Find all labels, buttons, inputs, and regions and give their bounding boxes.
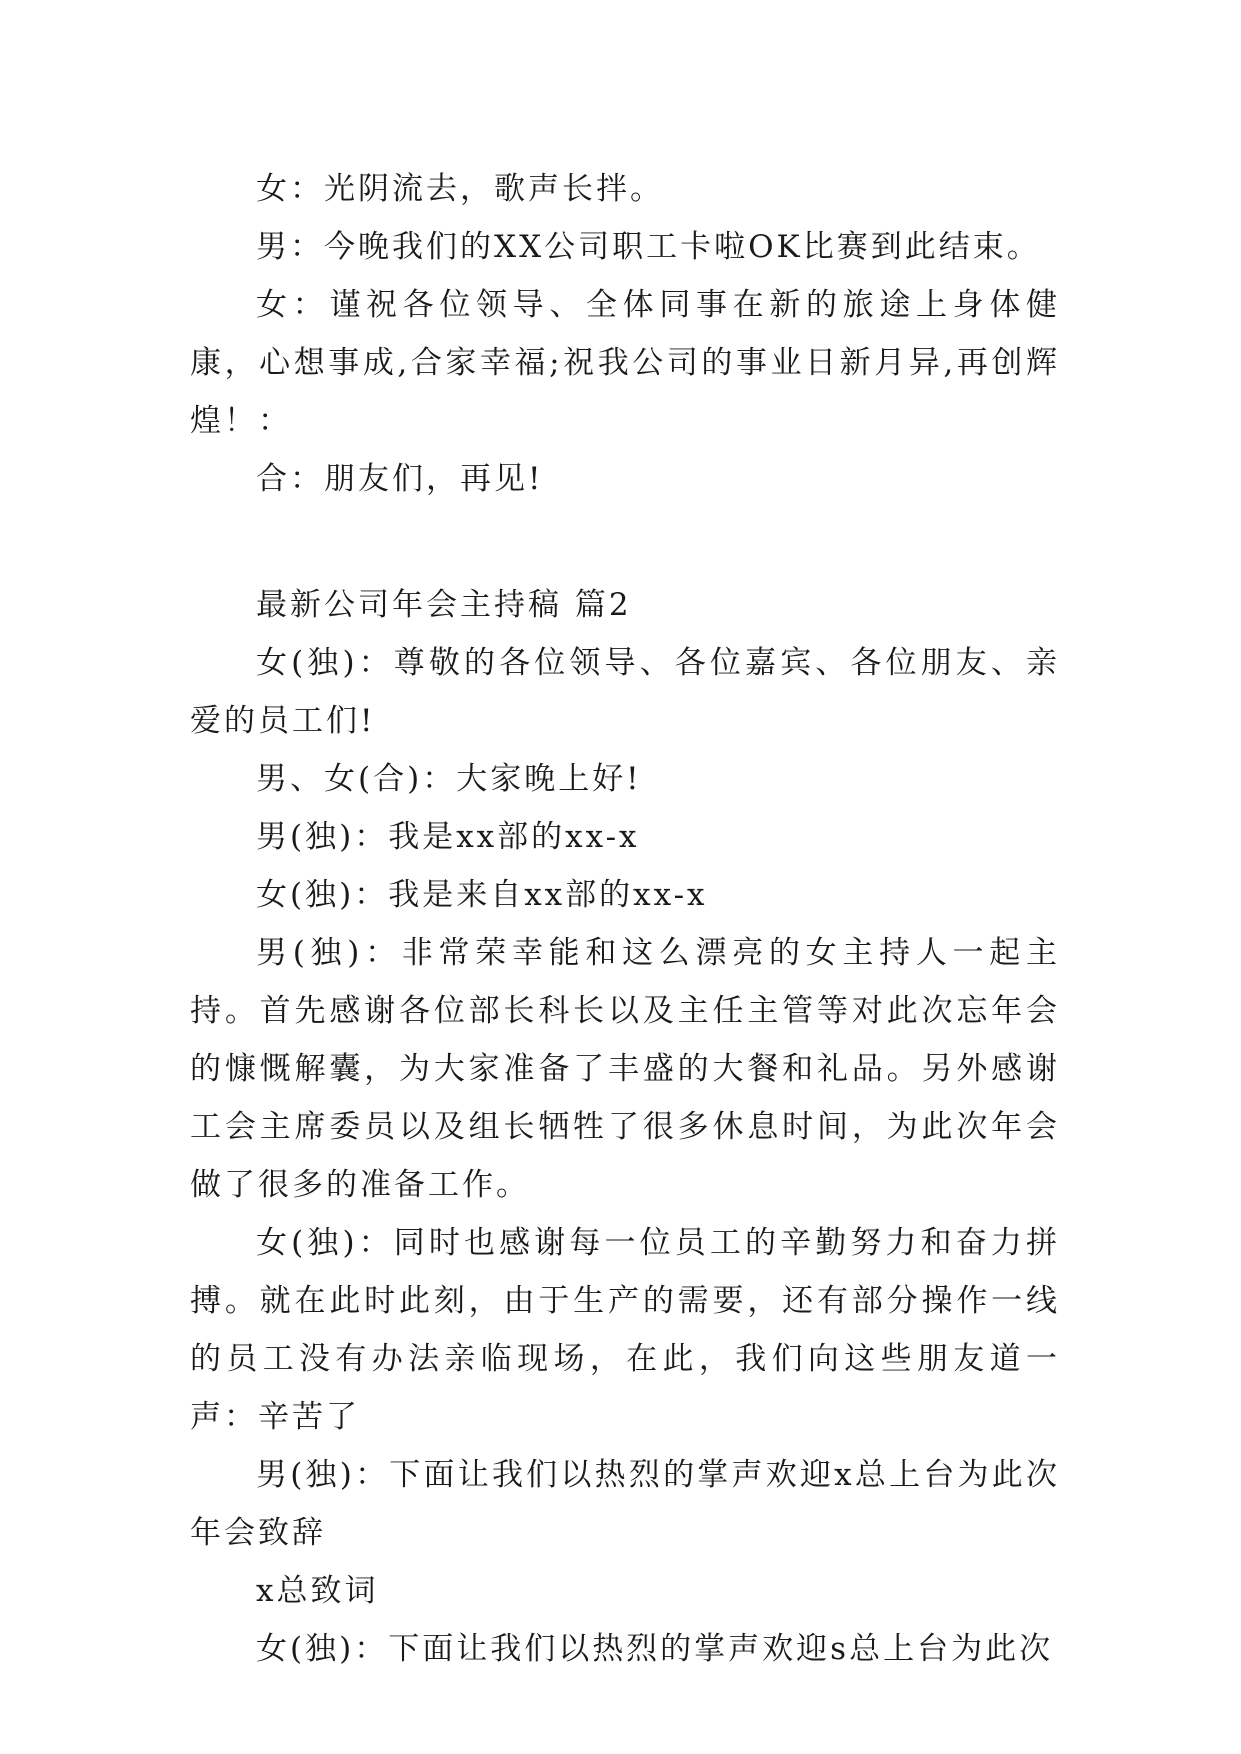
paragraph-female-farewell: 女：光阴流去，歌声长拌。: [256, 171, 664, 207]
section-heading: 最新公司年会主持稿 篇2: [256, 587, 632, 623]
paragraph-female-introduction: 女(独)：我是来自xx部的xx-x: [256, 877, 708, 913]
paragraph-female-greeting: 女(独)：尊敬的各位领导、各位嘉宾、各位朋友、亲爱的员工们!: [190, 645, 1060, 739]
document-body: [190, 160, 1060, 1678]
paragraph-male-thanks: 男(独)：非常荣幸能和这么漂亮的女主持人一起主持。首先感谢各位部长科长以及主任主管等对此次忘年会的慷慨解囊，为大家准备了丰盛的大餐和礼品。另外感谢工会主席委员以及组长牺牲了很多休息时间，为此次年会做了很多的准备工作。: [190, 935, 1060, 1203]
paragraph-together-good-evening: 男、女(合)：大家晚上好!: [256, 761, 642, 797]
paragraph-male-introduction: 男(独)：我是xx部的xx-x: [256, 819, 640, 855]
paragraph-male-closing: 男：今晚我们的XX公司职工卡啦OK比赛到此结束。: [256, 229, 1041, 265]
paragraph-male-welcome-speech: 男(独)：下面让我们以热烈的掌声欢迎x总上台为此次年会致辞: [190, 1457, 1060, 1551]
paragraph-female-blessing: 女：谨祝各位领导、全体同事在新的旅途上身体健康，心想事成,合家幸福;祝我公司的事业日新月异,再创辉煌！：: [190, 287, 1060, 439]
paragraph-together-goodbye: 合：朋友们，再见!: [256, 461, 544, 497]
paragraph-female-thanks: 女(独)：同时也感谢每一位员工的辛勤努力和奋力拼搏。就在此时此刻，由于生产的需要，还有部分操作一线的员工没有办法亲临现场，在此，我们向这些朋友道一声：辛苦了: [190, 1225, 1060, 1435]
paragraph-speech-note: x总致词: [256, 1573, 379, 1609]
paragraph-female-welcome-speech: 女(独)：下面让我们以热烈的掌声欢迎s总上台为此次: [256, 1631, 1054, 1667]
